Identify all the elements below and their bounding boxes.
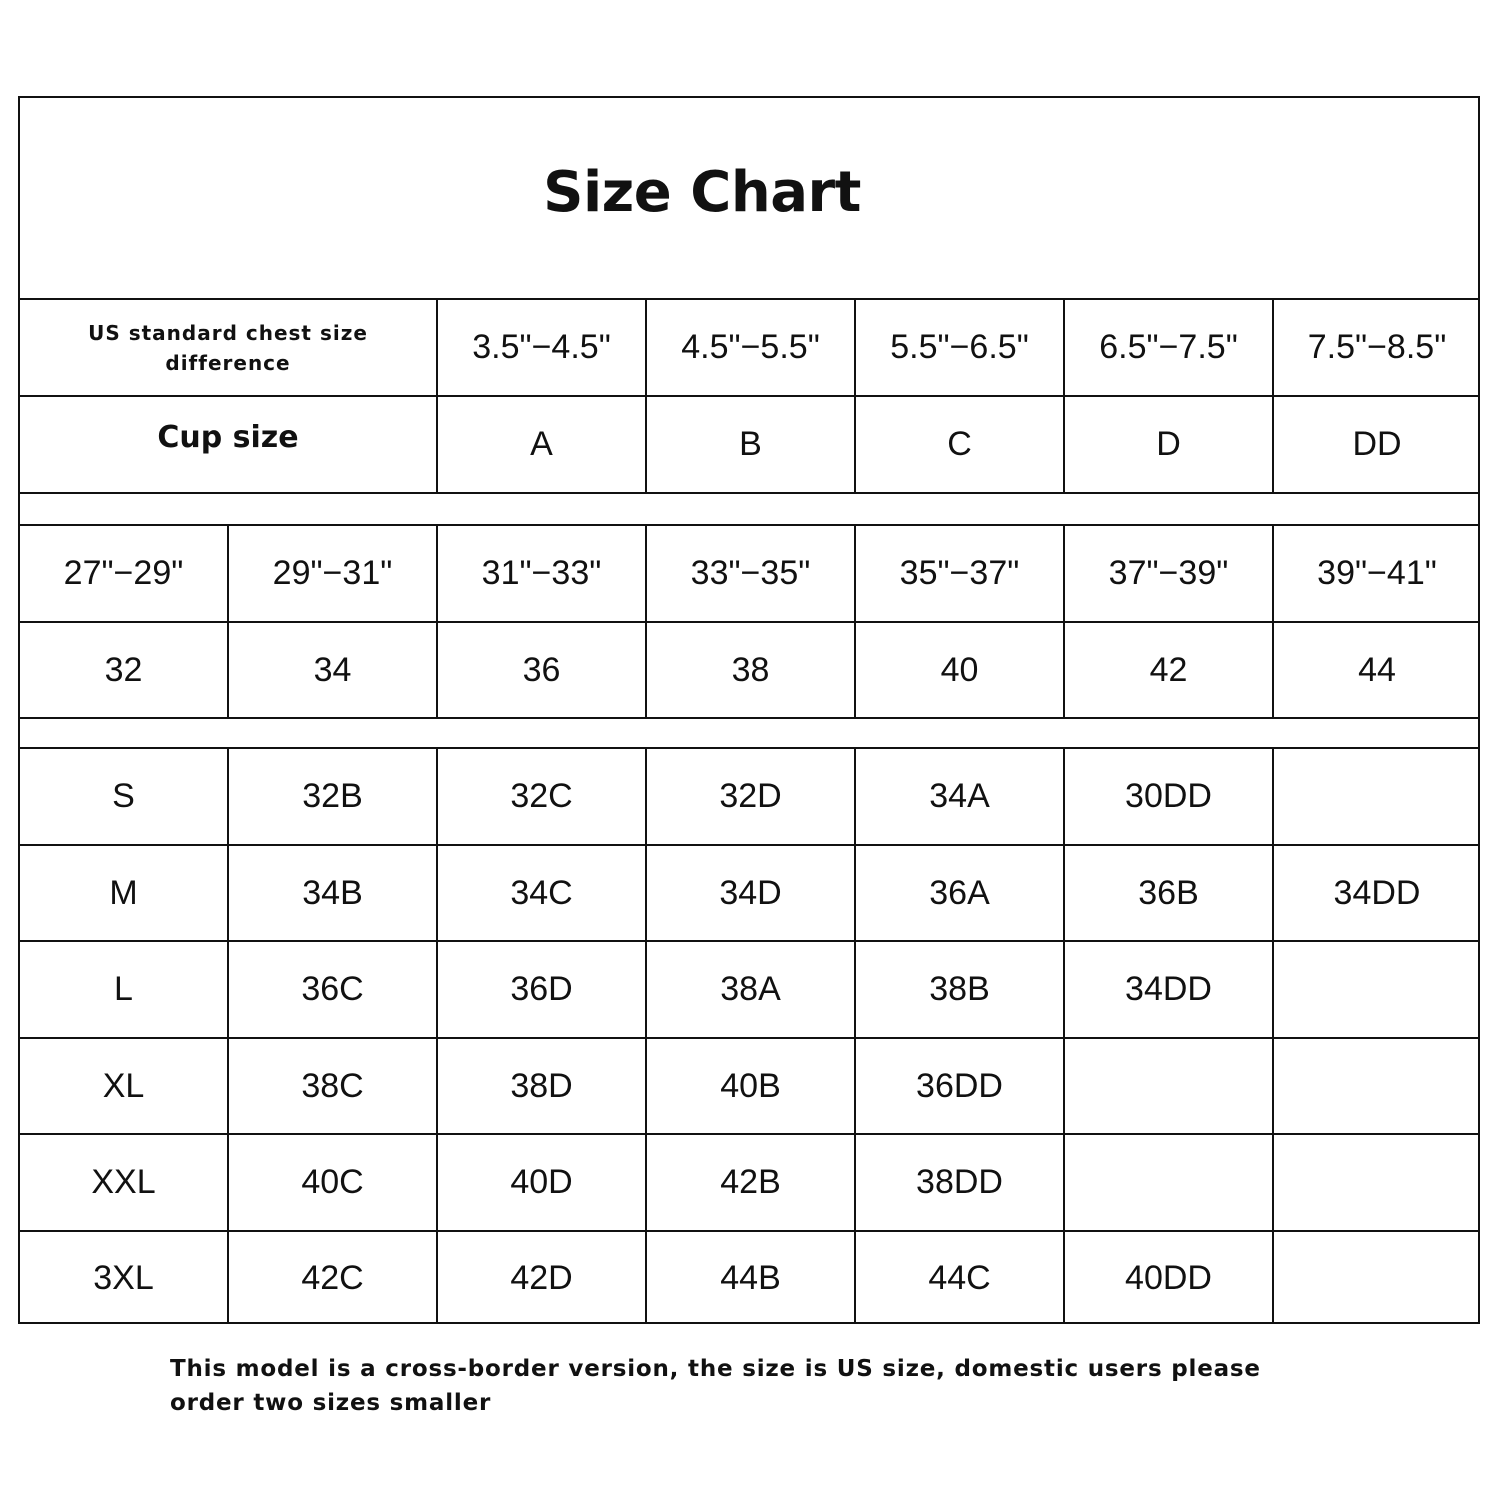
bra-size-cell: 42C — [229, 1232, 438, 1324]
bra-size-cell: 36B — [1065, 846, 1274, 940]
size-row-xxl — [20, 1135, 1478, 1232]
band-size-cell: 42 — [1065, 623, 1274, 717]
spacer-row — [20, 719, 1478, 749]
chest-diff-cell: 7.5"−8.5" — [1307, 328, 1447, 366]
bra-size-cell: 38DD — [856, 1135, 1065, 1230]
size-row-l — [20, 942, 1478, 1039]
bra-size-cell: 34B — [229, 846, 438, 940]
size-label-cell: M — [20, 846, 229, 940]
bra-size-cell: 40C — [229, 1135, 438, 1230]
bra-size-cell: 38C — [229, 1039, 438, 1133]
size-label-cell: S — [20, 749, 229, 844]
title-area — [20, 98, 1478, 300]
bra-size-cell — [1274, 1039, 1480, 1133]
spacer-row — [20, 494, 1478, 526]
measurement-range-row — [20, 526, 1478, 623]
range-cell: 33"−35" — [647, 526, 856, 621]
bra-size-cell: 34D — [647, 846, 856, 940]
cup-cell: B — [647, 397, 856, 492]
range-cell: 31"−33" — [438, 526, 647, 621]
band-size-cell: 44 — [1358, 650, 1396, 689]
band-size-cell: 40 — [856, 623, 1065, 717]
band-size-row — [20, 623, 1478, 719]
cup-size-label-cell — [20, 397, 438, 492]
bra-size-cell: 38D — [438, 1039, 647, 1133]
bra-size-cell: 32C — [438, 749, 647, 844]
range-cell: 37"−39" — [1065, 526, 1274, 621]
bra-size-cell: 42B — [647, 1135, 856, 1230]
band-size-cell: 32 — [20, 623, 229, 717]
bra-size-cell — [1274, 1135, 1480, 1230]
bra-size-cell: 36DD — [856, 1039, 1065, 1133]
size-label-cell: L — [20, 942, 229, 1037]
chest-difference-row — [20, 300, 1478, 397]
bra-size-cell: 40D — [438, 1135, 647, 1230]
bra-size-cell: 34C — [438, 846, 647, 940]
size-row-m — [20, 846, 1478, 942]
range-cell: 27"−29" — [20, 526, 229, 621]
cup-size-label: Cup size — [157, 420, 299, 455]
cup-cell: D — [1065, 397, 1274, 492]
bra-size-cell: 38B — [856, 942, 1065, 1037]
band-size-cell: 34 — [229, 623, 438, 717]
bra-size-cell — [1274, 1232, 1480, 1324]
page-title: Size Chart — [543, 160, 861, 225]
range-cell: 39"−41" — [1317, 554, 1437, 592]
bra-size-cell: 36D — [438, 942, 647, 1037]
chest-diff-cell: 3.5"−4.5" — [438, 300, 647, 395]
size-label-cell: 3XL — [20, 1232, 229, 1324]
size-row-xl — [20, 1039, 1478, 1135]
bra-size-cell — [1274, 749, 1480, 844]
size-row-3xl — [20, 1232, 1478, 1324]
bra-size-cell: 32B — [229, 749, 438, 844]
chest-diff-cell: 5.5"−6.5" — [856, 300, 1065, 395]
bra-size-cell: 40B — [647, 1039, 856, 1133]
cup-cell: DD — [1352, 425, 1402, 463]
bra-size-cell: 38A — [647, 942, 856, 1037]
bra-size-cell: 44B — [647, 1232, 856, 1324]
bra-size-cell — [1065, 1039, 1274, 1133]
size-label-cell: XXL — [20, 1135, 229, 1230]
band-size-cell: 36 — [438, 623, 647, 717]
size-chart-table — [18, 96, 1480, 1324]
bra-size-cell: 40DD — [1065, 1232, 1274, 1324]
bra-size-cell — [1274, 942, 1480, 1037]
range-cell: 35"−37" — [856, 526, 1065, 621]
bra-size-cell: 42D — [438, 1232, 647, 1324]
bra-size-cell: 34DD — [1065, 942, 1274, 1037]
chest-diff-cell: 6.5"−7.5" — [1065, 300, 1274, 395]
bra-size-cell: 34DD — [1333, 873, 1421, 912]
bra-size-cell — [1065, 1135, 1274, 1230]
size-footnote: This model is a cross-border version, the size is US size, domestic users please order two sizes smaller — [170, 1356, 1261, 1416]
bra-size-cell: 36A — [856, 846, 1065, 940]
bra-size-cell: 44C — [856, 1232, 1065, 1324]
band-size-cell: 38 — [647, 623, 856, 717]
chest-diff-cell: 4.5"−5.5" — [647, 300, 856, 395]
bra-size-cell: 34A — [856, 749, 1065, 844]
cup-cell: A — [438, 397, 647, 492]
bra-size-cell: 32D — [647, 749, 856, 844]
bra-size-cell: 30DD — [1065, 749, 1274, 844]
cup-cell: C — [856, 397, 1065, 492]
bra-size-cell: 36C — [229, 942, 438, 1037]
size-label-cell: XL — [20, 1039, 229, 1133]
chest-difference-label-cell — [20, 300, 438, 395]
cup-size-row — [20, 397, 1478, 494]
size-row-s — [20, 749, 1478, 846]
range-cell: 29"−31" — [229, 526, 438, 621]
chest-difference-label: US standard chest size difference — [88, 320, 368, 375]
